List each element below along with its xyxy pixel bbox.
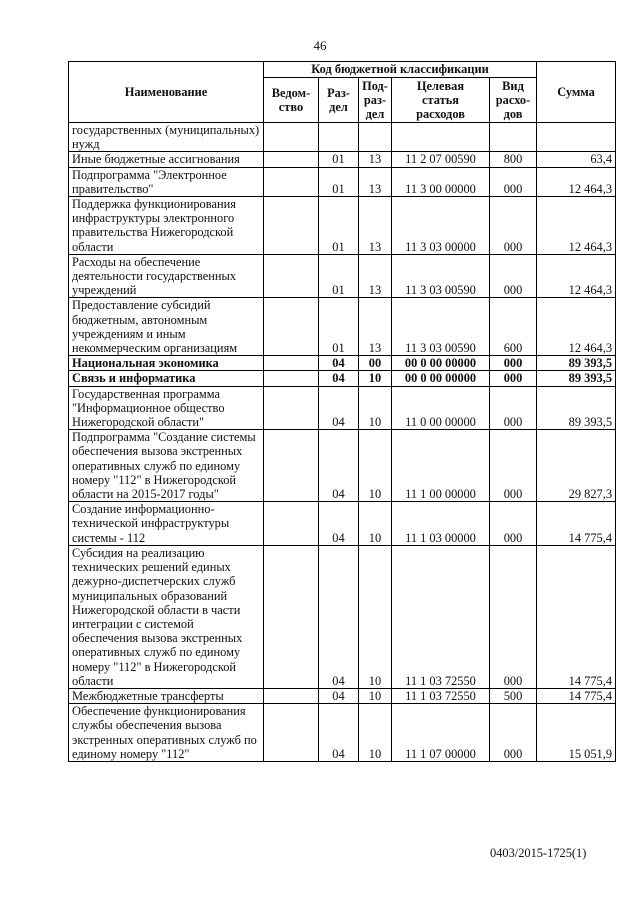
header-target-article: Целевая статья расходов (392, 78, 490, 123)
cell-sum: 15 051,9 (537, 704, 616, 762)
cell-ved (264, 502, 319, 546)
cell-target: 11 2 07 00590 (392, 152, 490, 167)
cell-pod: 13 (359, 254, 392, 298)
cell-sum: 63,4 (537, 152, 616, 167)
cell-ved (264, 545, 319, 688)
cell-name: Обеспечение функционирования службы обеспечения вызова экстренных оперативных служб по единому номеру "112" (69, 704, 264, 762)
cell-raz: 01 (319, 197, 359, 255)
cell-ved (264, 704, 319, 762)
cell-raz: 01 (319, 298, 359, 356)
table-row (69, 123, 616, 152)
cell-target: 11 3 03 00590 (392, 298, 490, 356)
cell-raz: 04 (319, 356, 359, 371)
cell-pod: 10 (359, 430, 392, 502)
cell-vid: 000 (490, 254, 537, 298)
cell-raz: 04 (319, 502, 359, 546)
cell-target: 00 0 00 00000 (392, 371, 490, 386)
cell-name: Предоставление субсидий бюджетным, автономным учреждениям и иным некоммерческим организациям (69, 298, 264, 356)
cell-name: Поддержка функционирования инфраструктуры электронного правительства Нижегородской области (69, 197, 264, 255)
table-row (69, 152, 616, 167)
cell-ved (264, 167, 319, 196)
cell-pod: 13 (359, 298, 392, 356)
table-row (69, 430, 616, 502)
cell-target: 11 1 03 72550 (392, 545, 490, 688)
cell-target: 11 1 00 00000 (392, 430, 490, 502)
cell-pod: 10 (359, 502, 392, 546)
table-row (69, 545, 616, 688)
table-row (69, 356, 616, 371)
cell-vid: 000 (490, 197, 537, 255)
header-classification-group: Код бюджетной классификации (264, 62, 537, 78)
cell-name: Связь и информатика (69, 371, 264, 386)
cell-target: 00 0 00 00000 (392, 356, 490, 371)
cell-name: Подпрограмма "Электронное правительство" (69, 167, 264, 196)
cell-ved (264, 688, 319, 703)
table-row (69, 197, 616, 255)
cell-ved (264, 386, 319, 430)
cell-sum: 12 464,3 (537, 298, 616, 356)
cell-sum: 12 464,3 (537, 197, 616, 255)
cell-vid: 000 (490, 167, 537, 196)
cell-pod: 00 (359, 356, 392, 371)
table-row (69, 254, 616, 298)
cell-ved (264, 152, 319, 167)
cell-vid: 000 (490, 430, 537, 502)
cell-sum: 14 775,4 (537, 545, 616, 688)
cell-vid: 000 (490, 356, 537, 371)
cell-raz: 04 (319, 704, 359, 762)
header-vedomstvo: Ведом- ство (264, 78, 319, 123)
cell-target: 11 1 07 00000 (392, 704, 490, 762)
cell-pod: 10 (359, 688, 392, 703)
table-row (69, 386, 616, 430)
cell-ved (264, 371, 319, 386)
cell-pod: 13 (359, 167, 392, 196)
cell-target: 11 3 00 00000 (392, 167, 490, 196)
page-number: 46 (313, 38, 327, 53)
budget-table (68, 61, 616, 762)
table-row (69, 704, 616, 762)
cell-vid: 000 (490, 386, 537, 430)
cell-sum: 89 393,5 (537, 371, 616, 386)
document-code: 0403/2015-1725(1) (490, 846, 587, 860)
cell-name: Государственная программа "Информационное общество Нижегородской области" (69, 386, 264, 430)
cell-raz (319, 123, 359, 152)
cell-pod: 13 (359, 152, 392, 167)
cell-sum: 29 827,3 (537, 430, 616, 502)
cell-sum: 12 464,3 (537, 254, 616, 298)
cell-name: Расходы на обеспечение деятельности государственных учреждений (69, 254, 264, 298)
cell-pod: 13 (359, 197, 392, 255)
cell-raz: 04 (319, 688, 359, 703)
cell-vid: 000 (490, 502, 537, 546)
cell-vid: 600 (490, 298, 537, 356)
cell-ved (264, 298, 319, 356)
cell-raz: 01 (319, 152, 359, 167)
table-row (69, 298, 616, 356)
cell-pod: 10 (359, 704, 392, 762)
cell-ved (264, 197, 319, 255)
cell-sum: 89 393,5 (537, 386, 616, 430)
table-row (69, 371, 616, 386)
cell-target: 11 0 00 00000 (392, 386, 490, 430)
header-razdel: Раз- дел (319, 78, 359, 123)
cell-vid (490, 123, 537, 152)
cell-sum: 14 775,4 (537, 688, 616, 703)
cell-target: 11 3 03 00000 (392, 197, 490, 255)
cell-name: Подпрограмма "Создание системы обеспечения вызова экстренных оперативных служб по единому номеру "112" в Нижегородской области на 2015-2017 годы" (69, 430, 264, 502)
cell-name: Иные бюджетные ассигнования (69, 152, 264, 167)
table-row (69, 688, 616, 703)
cell-ved (264, 430, 319, 502)
cell-pod: 10 (359, 386, 392, 430)
cell-sum: 89 393,5 (537, 356, 616, 371)
cell-raz: 01 (319, 167, 359, 196)
cell-raz: 04 (319, 371, 359, 386)
header-name: Наименование (69, 62, 264, 123)
cell-vid: 000 (490, 545, 537, 688)
cell-ved (264, 356, 319, 371)
cell-raz: 01 (319, 254, 359, 298)
cell-ved (264, 254, 319, 298)
cell-name: Межбюджетные трансферты (69, 688, 264, 703)
cell-target: 11 3 03 00590 (392, 254, 490, 298)
cell-vid: 000 (490, 371, 537, 386)
table-row (69, 502, 616, 546)
cell-vid: 000 (490, 704, 537, 762)
cell-name: Национальная экономика (69, 356, 264, 371)
cell-name: Создание информационно-технической инфраструктуры системы - 112 (69, 502, 264, 546)
cell-raz: 04 (319, 545, 359, 688)
header-sum: Сумма (537, 62, 616, 123)
cell-target: 11 1 03 00000 (392, 502, 490, 546)
cell-pod: 10 (359, 545, 392, 688)
cell-target: 11 1 03 72550 (392, 688, 490, 703)
header-expense-type: Вид расхо- дов (490, 78, 537, 123)
cell-raz: 04 (319, 430, 359, 502)
cell-sum: 12 464,3 (537, 167, 616, 196)
cell-pod (359, 123, 392, 152)
cell-vid: 800 (490, 152, 537, 167)
cell-sum (537, 123, 616, 152)
cell-sum: 14 775,4 (537, 502, 616, 546)
cell-vid: 500 (490, 688, 537, 703)
cell-name: Субсидия на реализацию технических решений единых дежурно-диспетчерских служб муниципальных образований Нижегородской области в части интеграции с системой обеспечения вызова экстренных оперативных служб по единому номеру "112" в Нижегородской области (69, 545, 264, 688)
cell-ved (264, 123, 319, 152)
cell-raz: 04 (319, 386, 359, 430)
cell-pod: 10 (359, 371, 392, 386)
header-podrazdel: Под- раз- дел (359, 78, 392, 123)
cell-name: государственных (муниципальных) нужд (69, 123, 264, 152)
table-row (69, 167, 616, 196)
cell-target (392, 123, 490, 152)
